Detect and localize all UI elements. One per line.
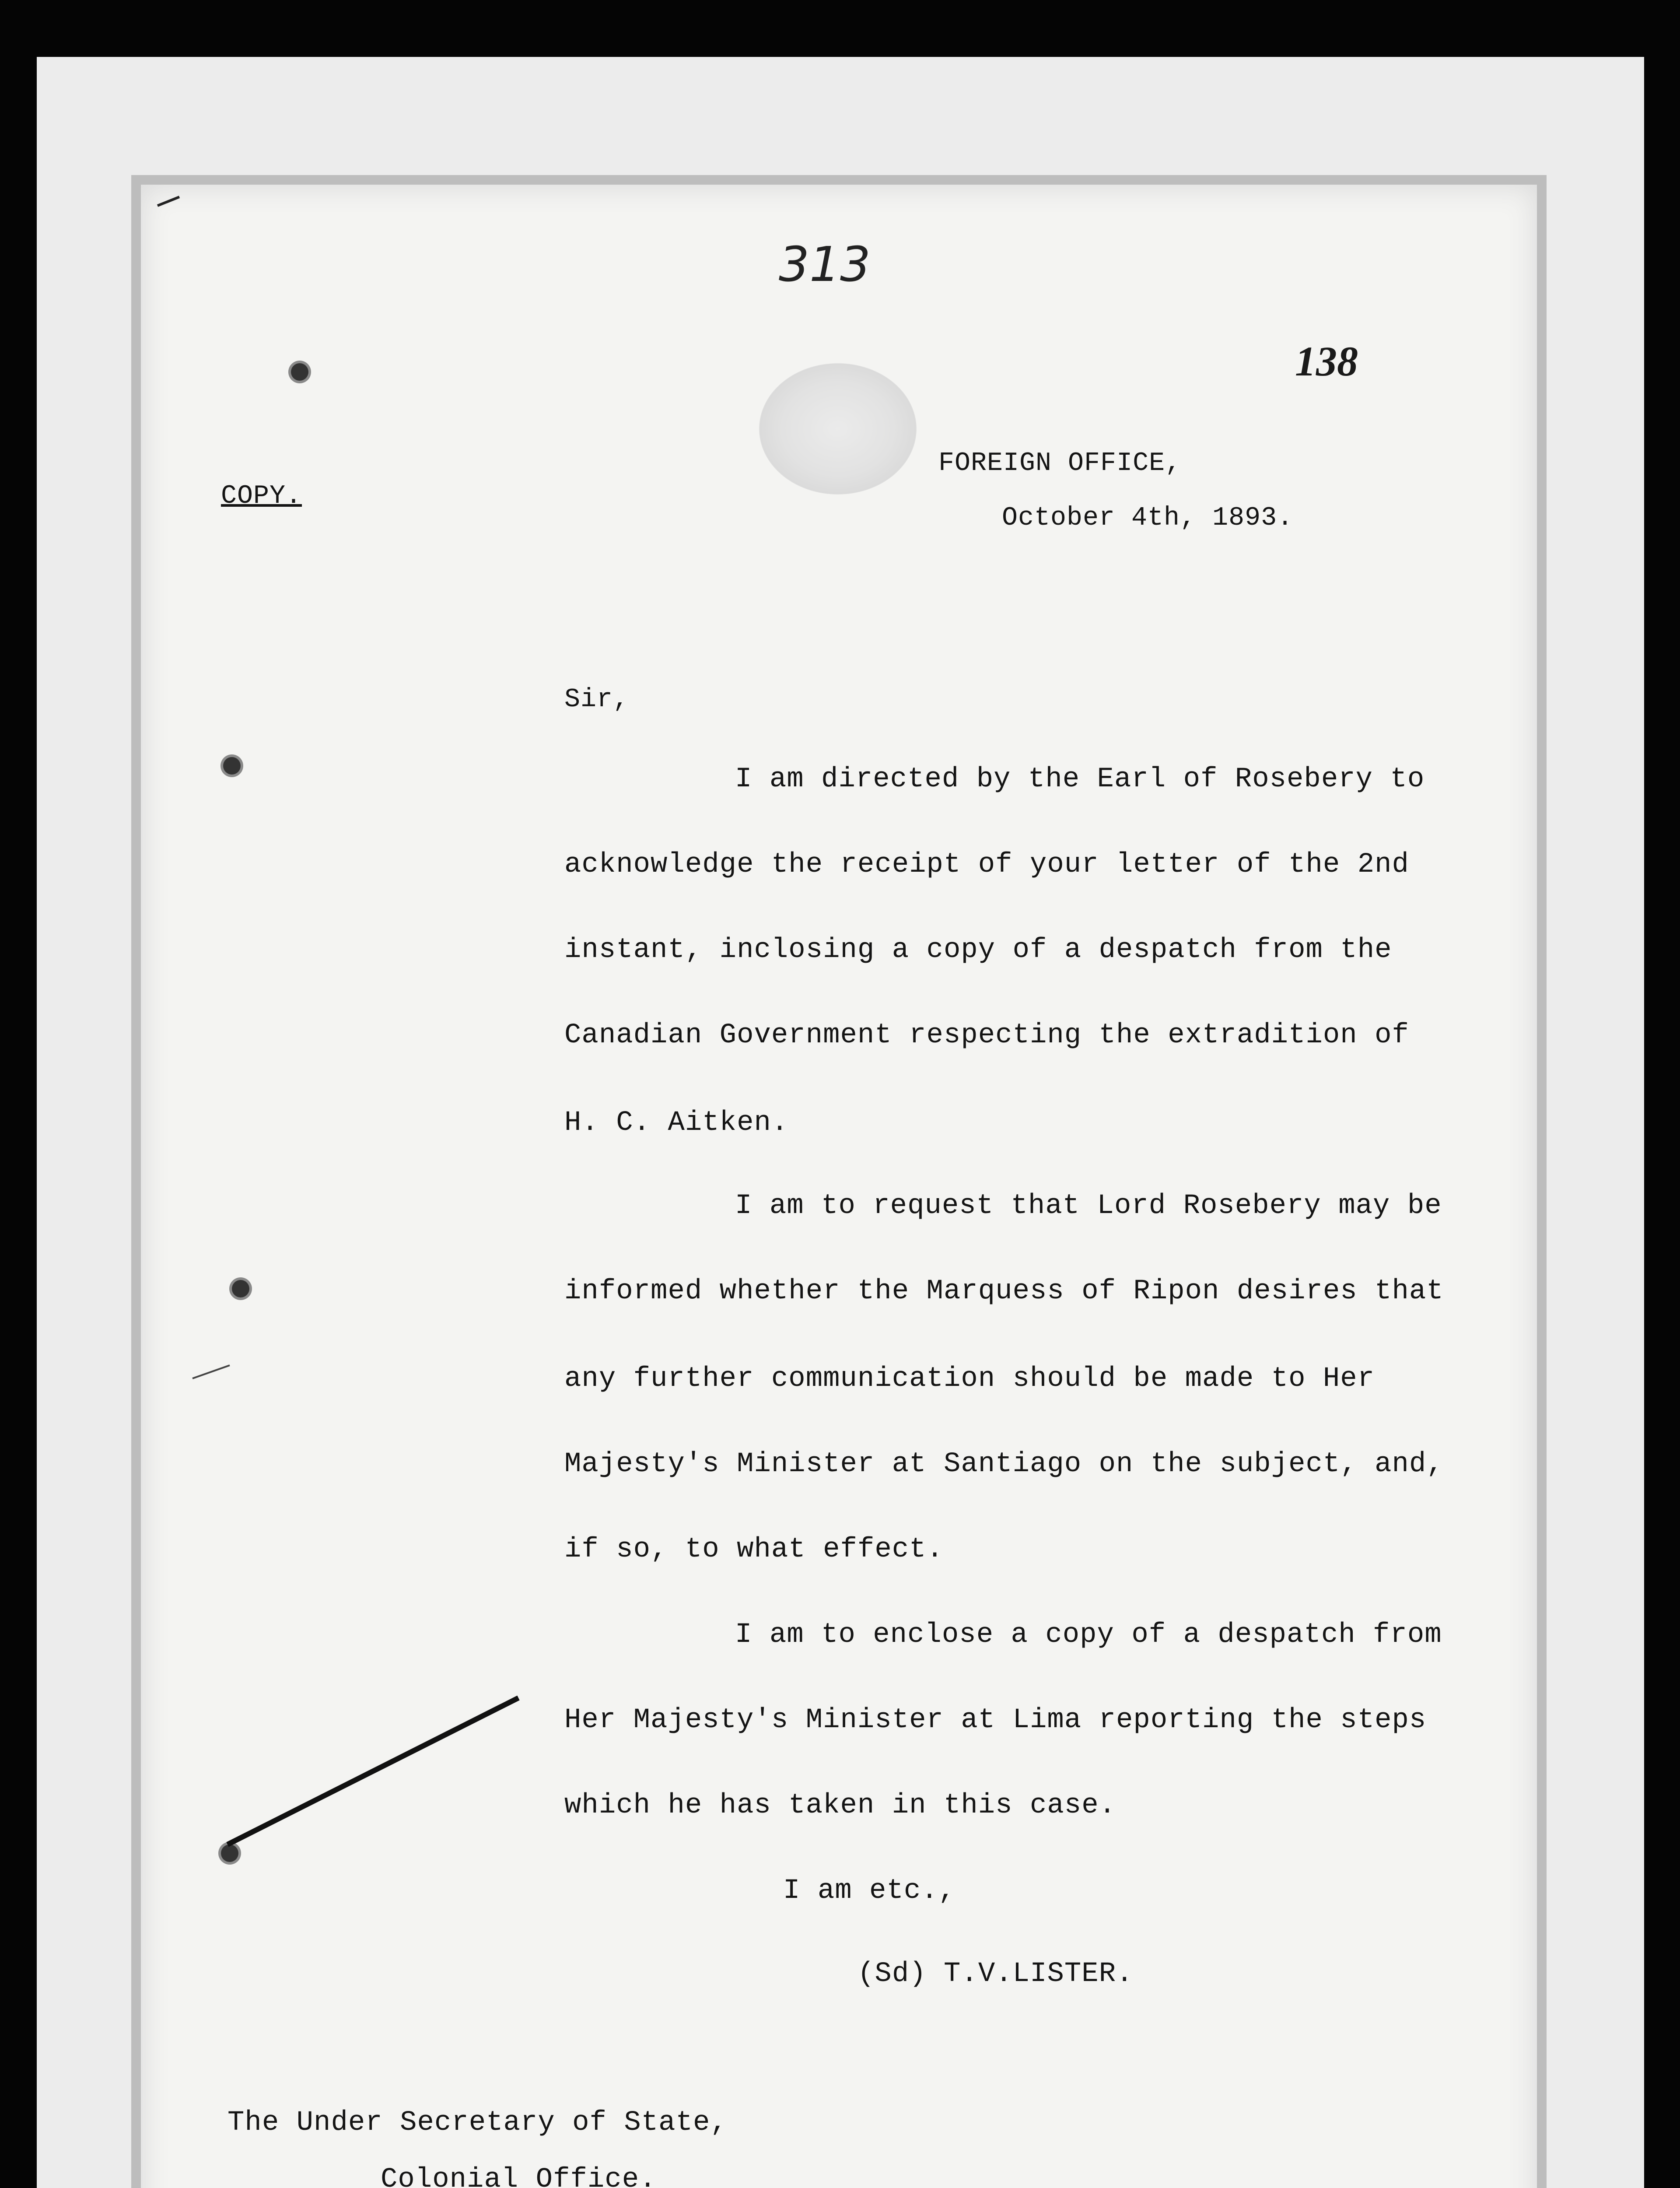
punch-hole-icon: [223, 757, 241, 775]
copy-label: COPY.: [221, 481, 302, 511]
body-line: if so, to what effect.: [564, 1534, 944, 1565]
addressee-line: Colonial Office.: [381, 2164, 657, 2188]
body-line: Her Majesty's Minister at Lima reporting the steps: [564, 1704, 1427, 1736]
addressee-line: The Under Secretary of State,: [228, 2107, 728, 2139]
body-line: H. C. Aitken.: [564, 1107, 789, 1139]
punch-hole-icon: [291, 363, 308, 381]
body-line: Canadian Government respecting the extradition of: [564, 1020, 1409, 1051]
punch-hole-icon: [232, 1280, 249, 1297]
body-line: any further communication should be made to Her: [564, 1363, 1375, 1395]
body-line: informed whether the Marquess of Ripon desires that: [564, 1276, 1444, 1307]
signature: (Sd) T.V.LISTER.: [858, 1958, 1134, 1990]
body-line: acknowledge the receipt of your letter of the 2nd: [564, 849, 1409, 880]
body-line: which he has taken in this case.: [564, 1790, 1116, 1821]
folio-number: 138: [1295, 338, 1358, 385]
body-line: I am directed by the Earl of Rosebery to: [735, 764, 1425, 795]
salutation: Sir,: [564, 685, 630, 715]
letter-date: October 4th, 1893.: [1002, 503, 1294, 533]
closing: I am etc.,: [783, 1875, 956, 1907]
archive-number: 313: [779, 236, 871, 292]
body-line: instant, inclosing a copy of a despatch from the: [564, 934, 1392, 966]
punch-hole-icon: [221, 1844, 238, 1862]
body-line: I am to request that Lord Rosebery may be: [735, 1190, 1442, 1222]
body-line: I am to enclose a copy of a despatch from: [735, 1619, 1442, 1651]
body-line: Majesty's Minister at Santiago on the subject, and,: [564, 1448, 1444, 1480]
embossed-seal-icon: [759, 363, 917, 494]
office-heading: FOREIGN OFFICE,: [938, 449, 1182, 478]
